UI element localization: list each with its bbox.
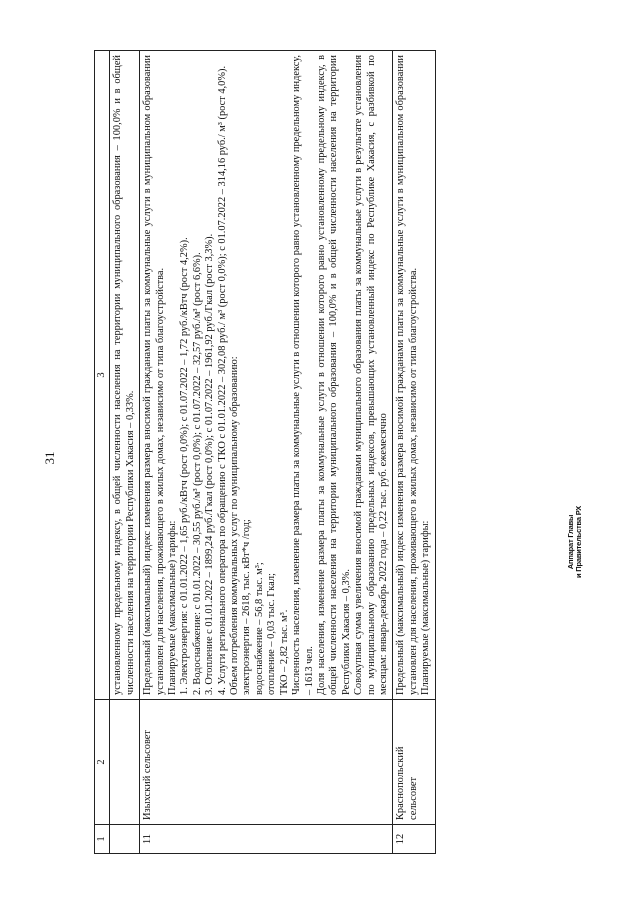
text-line: 4. Услуги регионального оператора по обращению с ТКО с 01.01.2022 – 302,08 руб./ м³ (рост 0,0%); с 01.07.2022 – 314,16 руб./ м³ (рост 4,0%). [216, 65, 228, 695]
text-line: 2. Водоснабжение: с 01.01.2022 – 30,55 руб./м³ (рост 0,0%); с 01.07.2022 – 32,57 руб./м³ (рост 6,6%). [191, 252, 203, 695]
tariff-table [94, 50, 436, 854]
header-col-2: 2 [95, 700, 110, 825]
office-stamp [567, 506, 583, 578]
text-line: Объем потребления коммунальных услуг по муниципальному образованию: [229, 356, 241, 695]
row-details [393, 51, 435, 700]
row-number: 11 [140, 825, 393, 854]
page-number: 31 [42, 451, 57, 465]
text-line: электроэнергия – 2618, тыс. кВт*ч /год; [241, 519, 253, 695]
rotated-page [40, 48, 585, 868]
cell-empty [110, 825, 140, 854]
text-line: 1. Электроэнергия: с 01.01.2022 – 1,65 руб./кВтч (рост 0,0%); с 01.07.2022 – 1,72 руб./кВтч (рост 4,2%). [179, 237, 191, 695]
stamp-line: Аппарат Главы [566, 514, 575, 570]
header-col-1: 1 [95, 825, 110, 854]
table-row [140, 51, 393, 854]
text-line: Численность населения, изменение размера платы за коммунальные услуги в отношении которого равно установленному предельному индексу, – 1613 чел. [291, 55, 315, 695]
text-line: 3. Отопление с 01.01.2022 – 1899,24 руб./Гкал (рост 0,0%); с 01.07.2022 – 1961,92 руб./Гкал (рост 3,3%). [204, 233, 216, 695]
continuation-text: установленному предельному индексу, в общей численности населения на территории муниципального образования – 100,0% и в общей численности населения на территории Республики Хакасия – 0,33%. [110, 51, 140, 700]
header-col-3: 3 [95, 51, 110, 700]
municipality-name: Краснопольский сельсовет [393, 700, 435, 825]
text-line: Доля населения, изменение размера платы за коммунальные услуги в отношении которого равно установленному предельному индексу, в общей численности населения на территории муниципального образования – 100,0% и в общей численности населения на территории Республики Хакасия – 0,3%. [315, 55, 352, 695]
text-line: водоснабжение – 56,8 тыс. м³; [253, 562, 265, 695]
table-row-continuation [110, 51, 140, 854]
text-line: Планируемые (максимальные) тарифы: [420, 520, 432, 695]
table-row [393, 51, 435, 854]
cell-empty [110, 700, 140, 825]
text-line: отопление – 0,03 тыс. Гкал; [266, 573, 278, 695]
row-number: 12 [393, 825, 435, 854]
table-header-row [95, 51, 110, 854]
text-line: Совокупная сумма увеличения вносимой гражданами муниципального образования платы за коммунальные услуги в результате установления по муниципальному образованию предельных индексов, превышающих установленный индекс по Республике Хакасия, с разбивкой по месяцам: январь-декабрь 2022 года – 0,22 тыс. руб. ежемесячно [353, 55, 389, 695]
municipality-name: Изыхский сельсовет [140, 700, 393, 825]
row-details [140, 51, 393, 700]
text-line: Предельный (максимальный) индекс изменения размера вносимой гражданами платы за коммунальные услуги в муниципальном образовании установлен для населения, проживающего в жилых домах, независимо от типа благоустройства. [142, 55, 166, 695]
stamp-line: и Правительства РХ [574, 505, 583, 578]
text-line: ТКО – 2,82 тыс. м³. [278, 609, 290, 695]
text-line: Предельный (максимальный) индекс изменения размера вносимой гражданами платы за коммунальные услуги в муниципальном образовании установлен для населения, проживающего в жилых домах, независимо от типа благоустройства. [395, 55, 419, 695]
text-line: Планируемые (максимальные) тарифы: [167, 520, 179, 695]
